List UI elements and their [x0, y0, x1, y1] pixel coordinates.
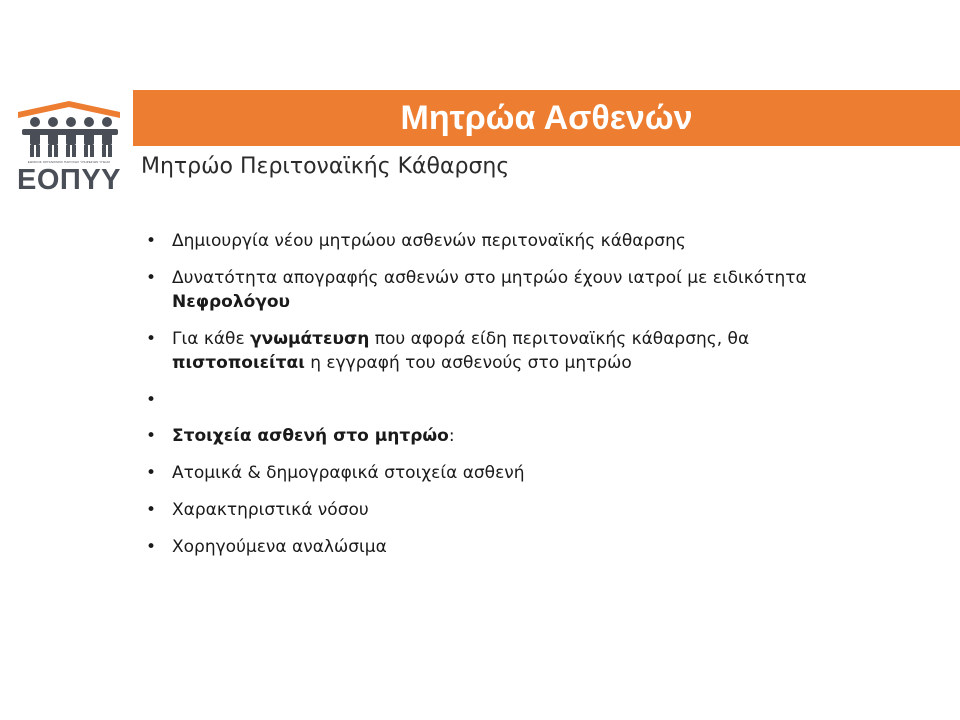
bullet-dot: • [146, 329, 157, 349]
list-item-text: Δυνατότητα απογραφής ασθενών στο μητρώο έχουν ιατροί με ειδικότητα [172, 268, 807, 288]
list-item [144, 327, 864, 375]
list-item-bold-text: πιστοποιείται [172, 353, 305, 373]
list-item [144, 498, 864, 522]
bullet-list [144, 229, 864, 572]
list-item-text: η εγγραφή του ασθενούς στο μητρώο [304, 353, 632, 373]
bullet-dot: • [146, 390, 157, 410]
list-item-text: Ατομικά & δημογραφικά στοιχεία ασθενή [172, 463, 525, 483]
list-item-bold-text: Στοιχεία ασθενή στο μητρώο [172, 426, 449, 446]
page-subtitle: Μητρώο Περιτοναϊκής Κάθαρσης [141, 154, 510, 179]
bullet-dot: • [146, 426, 157, 446]
title-banner [133, 90, 960, 146]
page-title: Μητρώα Ασθενών [400, 99, 693, 137]
list-item-text: : [448, 426, 455, 446]
bullet-dot: • [146, 537, 157, 557]
list-item-text: Χορηγούμενα αναλώσιμα [172, 537, 387, 557]
list-item-bold-text: Νεφρολόγου [172, 292, 291, 312]
bullet-dot: • [146, 463, 157, 483]
eopyy-logo [16, 98, 122, 198]
list-item [144, 461, 864, 485]
logo-caption: ΕΘΝΙΚΟΣ ΟΡΓΑΝΙΣΜΟΣ ΠΑΡΟΧΗΣ ΥΠΗΡΕΣΙΩΝ ΥΓΕΙΑΣ [27, 160, 111, 164]
list-item-text: που αφορά είδη περιτοναϊκής κάθαρσης, θα [369, 329, 750, 349]
list-item-text: Για κάθε [172, 329, 251, 349]
list-item [144, 229, 864, 253]
list-item-text: Χαρακτηριστικά νόσου [172, 500, 369, 520]
list-item-text: Δημιουργία νέου μητρώου ασθενών περιτοναϊκής κάθαρσης [172, 231, 686, 251]
list-item-bold-text: γνωμάτευση [250, 329, 370, 349]
logo-emblem-icon [16, 98, 122, 162]
list-item [144, 266, 864, 314]
list-item [144, 535, 864, 559]
bullet-dot: • [146, 268, 157, 288]
bullet-dot: • [146, 500, 157, 520]
list-item [144, 424, 864, 448]
bullet-dot: • [146, 231, 157, 251]
list-item-empty [144, 388, 864, 412]
logo-text: ΕΟΠΥΥ [16, 164, 122, 196]
